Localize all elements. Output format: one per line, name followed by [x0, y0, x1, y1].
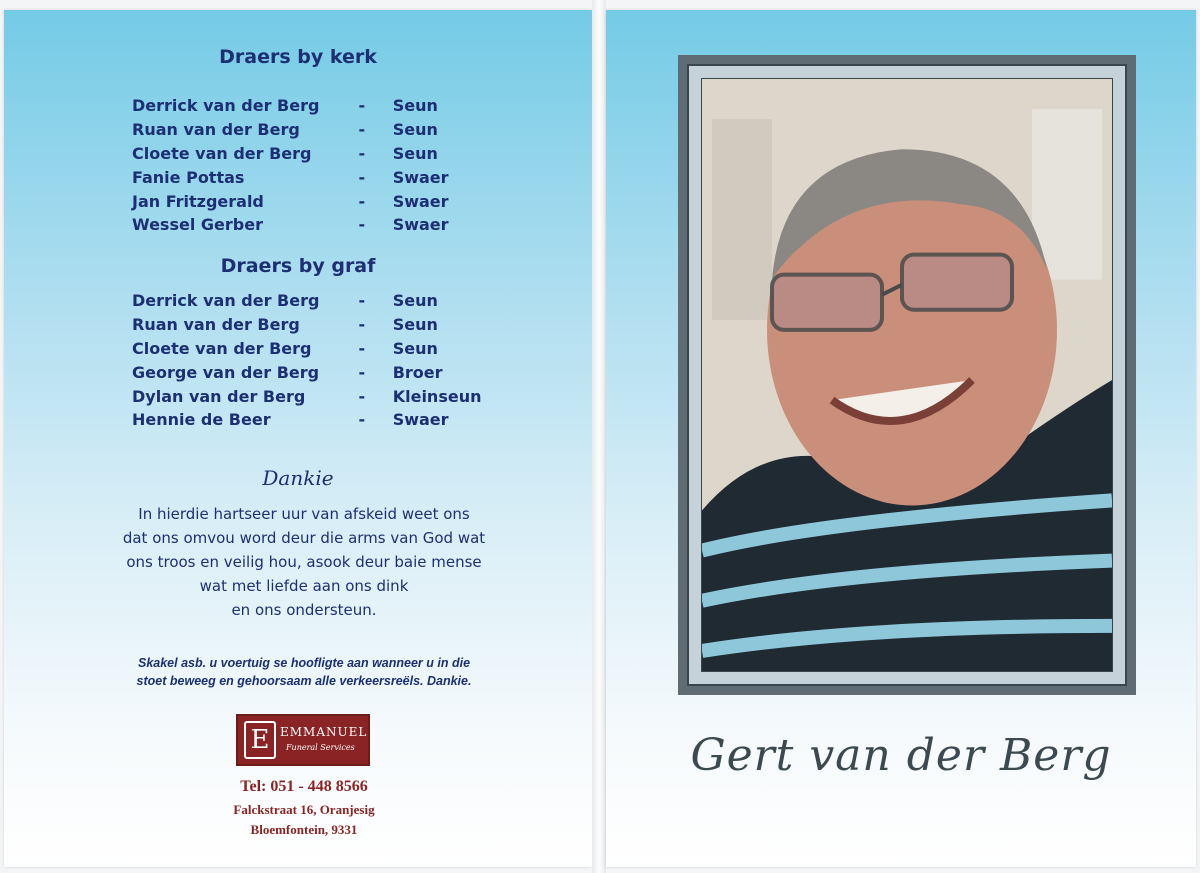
table-row: [132, 384, 532, 408]
grave-bearers-heading: Draers by graf: [220, 255, 376, 277]
bearer-name: Jan Fritzgerald: [132, 191, 264, 211]
bearer-name: Cloete van der Berg: [132, 338, 312, 358]
bearer-relation: Kleinseun: [392, 386, 482, 406]
table-row: [132, 189, 532, 213]
funeral-home-logo: [236, 714, 370, 766]
bearer-relation: Seun: [392, 143, 438, 163]
thanks-line: In hierdie hartseer uur van afskeid weet ons: [138, 505, 470, 523]
bearer-relation: Swaer: [392, 410, 449, 430]
separator: -: [358, 291, 366, 311]
portrait-photo: [701, 78, 1113, 672]
church-bearers-heading: Draers by kerk: [219, 46, 377, 68]
logo-mark: E: [244, 721, 276, 759]
bearer-relation: Seun: [392, 338, 438, 358]
table-row: [132, 289, 532, 313]
bearer-name: George van der Berg: [132, 362, 320, 382]
bearer-relation: Seun: [392, 315, 438, 335]
separator: -: [358, 191, 366, 211]
table-row: [132, 213, 532, 237]
bearer-relation: Swaer: [392, 215, 449, 235]
bearer-relation: Swaer: [392, 167, 449, 187]
traffic-note: [94, 654, 514, 690]
photo-frame: [678, 55, 1136, 695]
separator: -: [358, 143, 366, 163]
bearer-name: Ruan van der Berg: [132, 315, 300, 335]
logo-subtitle: Funeral Services: [286, 743, 355, 752]
bearer-name: Derrick van der Berg: [132, 291, 320, 311]
thanks-line: en ons ondersteun.: [231, 601, 377, 619]
bearer-name: Ruan van der Berg: [132, 120, 300, 140]
photo-mat: [687, 64, 1127, 686]
table-row: [132, 118, 532, 142]
contact-street: Falckstraat 16, Oranjesig: [233, 802, 375, 817]
table-row: [132, 360, 532, 384]
thanks-line: ons troos en veilig hou, asook deur baie mense: [126, 553, 482, 571]
separator: -: [358, 410, 366, 430]
bearer-relation: Swaer: [392, 191, 449, 211]
left-panel: [4, 10, 592, 867]
contact-city: Bloemfontein, 9331: [250, 822, 358, 837]
thanks-heading: Dankie: [262, 466, 334, 490]
thanks-line: dat ons omvou word deur die arms van God wat: [122, 529, 486, 547]
separator: -: [358, 315, 366, 335]
traffic-note-line: stoet beweeg en gehoorsaam alle verkeersreëls. Dankie.: [136, 674, 472, 688]
bearer-relation: Seun: [392, 120, 438, 140]
right-panel: [606, 10, 1196, 867]
logo-name: EMMANUEL: [280, 725, 368, 739]
separator: -: [358, 215, 366, 235]
table-row: [132, 94, 532, 118]
table-row: [132, 408, 532, 432]
thanks-line: wat met liefde aan ons dink: [199, 577, 409, 595]
bearer-name: Wessel Gerber: [132, 215, 263, 235]
bearer-relation: Broer: [392, 362, 443, 382]
separator: -: [358, 96, 366, 116]
bearer-relation: Seun: [392, 96, 438, 116]
contact-phone: Tel: 051 - 448 8566: [240, 778, 368, 795]
grave-bearers-list: [132, 289, 532, 432]
traffic-note-line: Skakel asb. u voertuig se hoofligte aan wanneer u in die: [137, 656, 471, 670]
separator: -: [358, 338, 366, 358]
table-row: [132, 337, 532, 361]
separator: -: [358, 120, 366, 140]
bearer-name: Derrick van der Berg: [132, 96, 320, 116]
thanks-message: [94, 502, 514, 622]
bearer-name: Hennie de Beer: [132, 410, 271, 430]
separator: -: [358, 386, 366, 406]
page-fold: [592, 0, 606, 873]
bearer-name: Fanie Pottas: [132, 167, 245, 187]
separator: -: [358, 362, 366, 382]
bearer-relation: Seun: [392, 291, 438, 311]
deceased-name: Gert van der Berg: [690, 730, 1112, 781]
bearer-name: Dylan van der Berg: [132, 386, 306, 406]
table-row: [132, 142, 532, 166]
table-row: [132, 313, 532, 337]
separator: -: [358, 167, 366, 187]
table-row: [132, 165, 532, 189]
bearer-name: Cloete van der Berg: [132, 143, 312, 163]
portrait-illustration: [702, 79, 1112, 671]
church-bearers-list: [132, 94, 532, 237]
